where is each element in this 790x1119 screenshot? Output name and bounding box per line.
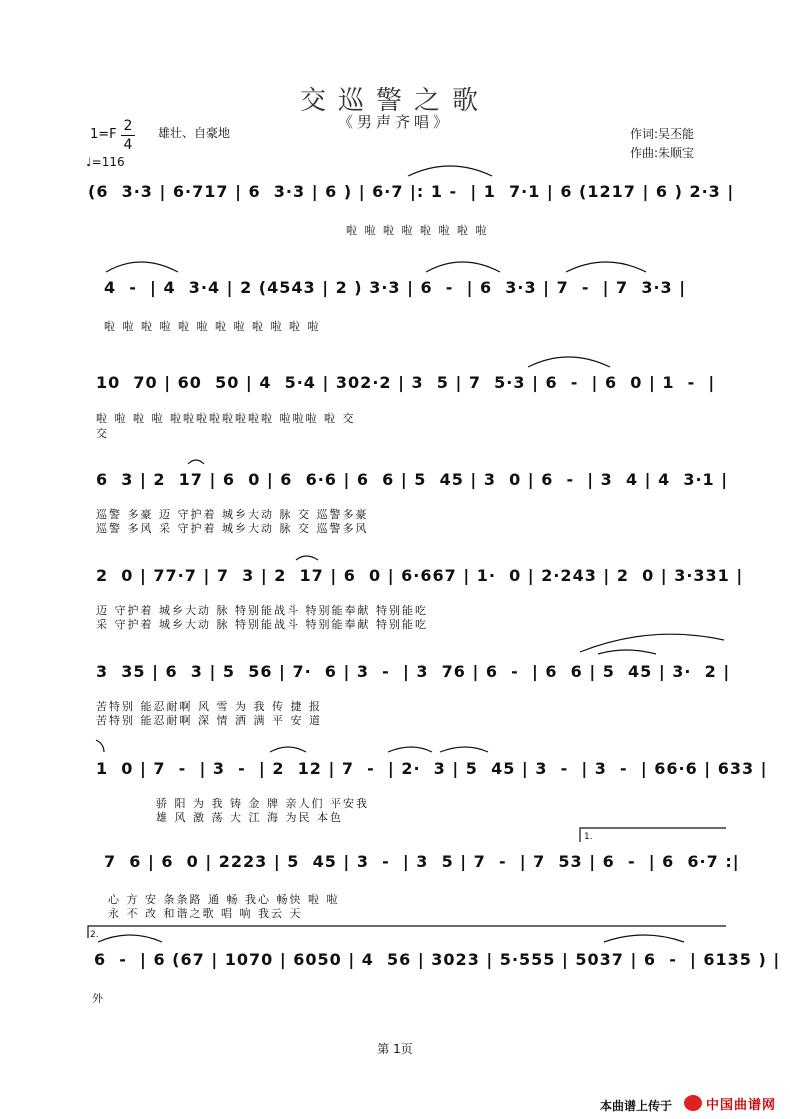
volta-1-label: 1. [584, 832, 593, 842]
notation-line: 2 0 | 77·7 | 7 3 | 2 17 | 6 0 | 6·667 | 1· 0 | 2·243 | 2 0 | 3·331 | [96, 566, 744, 585]
lyric-line-1: 啦 啦 啦 啦 啦啦啦啦啦啦啦啦 啦啦啦 啦 交 [96, 412, 356, 425]
staff-row-3 [96, 373, 736, 403]
slur [96, 740, 104, 752]
expression-marking: 雄壮、自豪地 [158, 126, 231, 140]
notation-line: (6 3·3 | 6·717 | 6 3·3 | 6 ) | 6·7 |: 1 - | 1 7·1 | 6 (1217 | 6 ) 2·3 | [88, 182, 735, 201]
lyric-line-2: 雄 风 激 荡 大 江 海 为民 本色 [156, 811, 343, 824]
lyric-line-1: 苦特别 能忍耐啊 风 雪 为 我 传 捷 报 [96, 700, 322, 713]
page-number: 第 1页 [377, 1042, 413, 1056]
lyric-line-2: 采 守护着 城乡大动 脉 特别能战斗 特别能奉献 特别能吃 [96, 618, 428, 631]
slur [604, 935, 684, 942]
lyric-line-1: 啦 啦 啦 啦 啦 啦 啦 啦 [346, 224, 489, 237]
tempo-marking: ♩=116 [86, 155, 125, 169]
slur [98, 935, 162, 942]
lyric-line-2: 苦特别 能忍耐啊 深 情 洒 满 平 安 道 [96, 714, 322, 727]
notation-line: 1 0 | 7 - | 3 - | 2 12 | 7 - | 2· 3 | 5 45 | 3 - | 3 - | 66·6 | 633 | [96, 759, 768, 778]
slur [296, 556, 318, 560]
staff-row-2 [104, 278, 744, 308]
site-name: 中国曲谱网 [706, 1098, 777, 1113]
notation-line: 7 6 | 6 0 | 2223 | 5 45 | 3 - | 3 5 | 7 - | 7 53 | 6 - | 6 6·7 :| [104, 852, 740, 871]
volta-2-bracket [88, 926, 726, 938]
staff-row-4 [96, 470, 736, 500]
lyric-line-1: 啦 啦 啦 啦 啦 啦 啦 啦 啦 啦 啦 啦 [104, 320, 321, 333]
volta-2-label: 2. [90, 930, 99, 940]
time-numerator: 2 [121, 117, 135, 136]
slur [270, 747, 306, 752]
slur [106, 262, 178, 272]
time-signature [121, 117, 135, 154]
staff-row-6 [96, 662, 736, 692]
time-denominator: 4 [123, 137, 133, 153]
slur [426, 262, 500, 272]
staff-row-5 [96, 566, 744, 596]
notation-line: 10 70 | 60 50 | 4 5·4 | 302·2 | 3 5 | 7 5·3 | 6 - | 6 0 | 1 - | [96, 373, 716, 392]
key-signature: 1=F [90, 127, 117, 142]
lyric-line-1: 心 方 安 条条路 通 畅 我心 畅快 啦 啦 [108, 893, 340, 906]
notation-line: 3 35 | 6 3 | 5 56 | 7· 6 | 3 - | 3 76 | 6 - | 6 6 | 5 45 | 3· 2 | [96, 662, 731, 681]
notation-line: 4 - | 4 3·4 | 2 (4543 | 2 ) 3·3 | 6 - | 6 3·3 | 7 - | 7 3·3 | [104, 278, 687, 297]
lyric-line-1: 迈 守护着 城乡大动 脉 特别能战斗 特别能奉献 特别能吃 [96, 604, 428, 617]
upload-credit: 本曲谱上传于 [600, 1099, 673, 1113]
staff-row-9 [94, 950, 781, 980]
lyric-line-2: 永 不 改 和谐之歌 唱 响 我云 天 [108, 907, 303, 920]
slur [598, 650, 656, 654]
lyric-line-2: 交 [96, 427, 109, 440]
slur [388, 747, 432, 752]
lyricist-credit: 作词:吴丕能 [630, 127, 695, 141]
staff-row-7 [96, 759, 768, 789]
slur [408, 166, 492, 176]
slur [528, 357, 610, 367]
slur [566, 262, 646, 272]
song-subtitle: 《男声齐唱》 [337, 113, 452, 131]
lyric-line-1: 巡警 多豪 迈 守护着 城乡大动 脉 交 巡警多豪 [96, 508, 369, 521]
lyric-line-1: 骄 阳 为 我 铸 金 牌 亲人们 平安我 [156, 797, 369, 810]
notation-line: 6 - | 6 (67 | 1070 | 6050 | 4 56 | 3023 | 5·555 | 5037 | 6 - | 6135 ) | [94, 950, 781, 969]
slur [440, 747, 488, 752]
lyric-line-1: 外 [92, 992, 105, 1005]
lyric-line-2: 巡警 多风 采 守护着 城乡大动 脉 交 巡警多风 [96, 522, 369, 535]
staff-row-8 [104, 852, 744, 882]
volta-1-bracket [580, 828, 726, 842]
logo-icon [684, 1095, 702, 1111]
site-logo [684, 1093, 784, 1113]
slur [580, 634, 724, 652]
slur [188, 460, 204, 464]
staff-row-1 [88, 182, 735, 212]
notation-line: 6 3 | 2 17 | 6 0 | 6 6·6 | 6 6 | 5 45 | 3 0 | 6 - | 3 4 | 4 3·1 | [96, 470, 729, 489]
song-title: 交巡警之歌 [299, 86, 490, 116]
composer-credit: 作曲:朱顺宝 [630, 146, 695, 160]
